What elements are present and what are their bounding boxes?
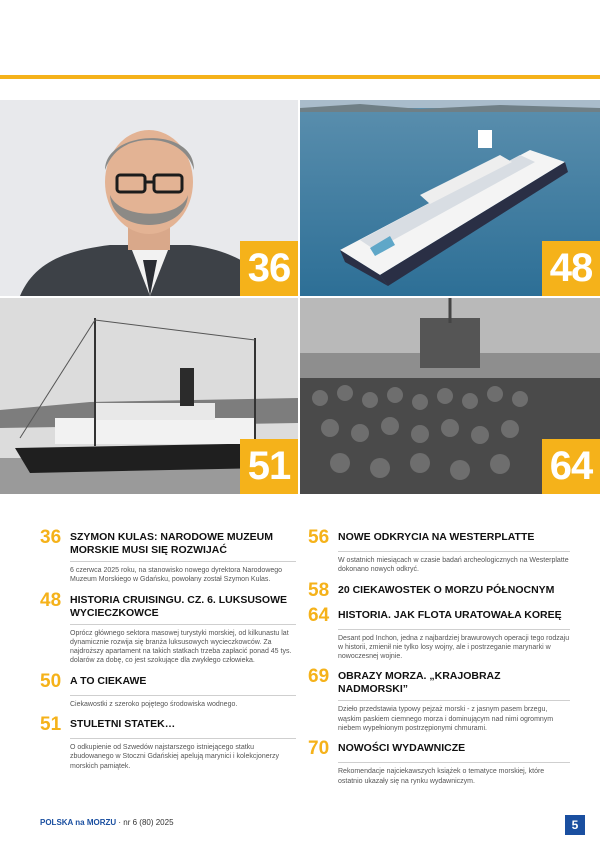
toc-entry[interactable]: [40, 591, 296, 666]
page-badge: 51: [240, 439, 298, 494]
page-number: 5: [565, 815, 585, 835]
toc-description: O odkupienie od Szwedów najstarszego istniejącego statku zbudowanego w Stoczni Gdańskiej apelują marynici i kolekcjonerzy morskich pamiątek.: [70, 744, 279, 770]
old-steamer-photo[interactable]: [0, 298, 298, 494]
magazine-name: POLSKA na MORZU: [40, 818, 117, 827]
toc-page-number: 70: [308, 738, 330, 760]
toc-page-number: 64: [308, 604, 330, 626]
toc-title: HISTORIA. JAK FLOTA URATOWAŁA KOREĘ: [338, 608, 562, 621]
toc-title: OBRAZY MORZA. „KRAJOBRAZ NADMORSKI”: [338, 670, 501, 696]
toc-description: Oprócz głównego sektora masowej turystyki morskiej, od kilkunastu lat dynamicznie rozwija się branża luksusowych wycieczkowców. Za najdroższy apartament na takich statkach trzeba zapłacić ponad 45 tys. dolarów za dobę, co jest szokujące dla zwykłego człowieka.: [70, 629, 292, 665]
toc-description: Ciekawostki z szeroko pojętego środowiska wodnego.: [70, 700, 238, 708]
top-accent-bar: [0, 75, 600, 79]
toc-title: HISTORIA CRUISINGU. CZ. 6. LUKSUSOWE WYCIECZKOWCE: [70, 593, 288, 619]
divider: [338, 762, 570, 763]
divider: [70, 624, 296, 625]
page-badge: 64: [542, 439, 600, 494]
toc-page-number: 56: [308, 527, 330, 548]
toc-entry[interactable]: [40, 672, 296, 709]
toc-entry[interactable]: [40, 528, 296, 585]
toc-left-column: [40, 528, 296, 771]
toc-page-number: 58: [308, 579, 330, 601]
toc-title: SZYMON KULAS: NARODOWE MUZEUM MORSKIE MUSI SIĘ ROZWIJAĆ: [70, 531, 273, 556]
toc-title: A TO CIEKAWE: [70, 674, 147, 687]
toc-description: 6 czerwca 2025 roku, na stanowisko nowego dyrektora Narodowego Muzeum Morskiego w Gdańsku, powołany został Szymon Kulas.: [70, 567, 283, 584]
page-badge: 48: [542, 241, 600, 296]
toc-entry[interactable]: [40, 715, 296, 771]
toc-page-number: 69: [308, 666, 330, 688]
cruise-ship-photo[interactable]: [300, 100, 600, 296]
toc-description: Rekomendacje najciekawszych książek o tematyce morskiej, które ostatnio ukazały się na rynku wydawniczym.: [338, 768, 545, 785]
issue-info: · nr 6 (80) 2025: [116, 818, 174, 827]
toc-title: NOWOŚCI WYDAWNICZE: [338, 742, 466, 755]
toc-title: 20 CIEKAWOSTEK O MORZU PÓŁNOCNYM: [338, 583, 555, 596]
toc-right-column: [308, 528, 570, 786]
toc-page-number: 36: [40, 527, 62, 548]
toc-description: Desant pod Inchon, jedna z najbardziej brawurowych operacji tego rodzaju w historii, zmienił nie tylko losy wojny, ale i postrzeganie marynarki w nowoczesnej wojnie.: [338, 634, 570, 661]
toc-entry[interactable]: [308, 606, 570, 662]
divider: [338, 629, 570, 630]
divider: [70, 561, 296, 562]
divider: [70, 738, 296, 739]
page-badge: 36: [240, 241, 298, 296]
toc-title: STULETNI STATEK…: [70, 718, 176, 731]
toc-description: Dzieło przedstawia typowy pejzaż morski - z jasnym pasem brzegu, wąskim paskiem ciemnego morza i dominującym nad nimi ogromnym niebem wypełnionym postrzępionymi chmurami.: [338, 706, 554, 733]
toc-entry[interactable]: [308, 667, 570, 733]
toc-description: W ostatnich miesiącach w czasie badań archeologicznych na Westerplatte dokonano nowych odkryć.: [338, 557, 569, 574]
divider: [70, 695, 296, 696]
divider: [338, 551, 570, 552]
toc-page-number: 51: [40, 714, 62, 736]
soldiers-photo[interactable]: [300, 298, 600, 494]
toc-entry[interactable]: [308, 739, 570, 786]
toc-entry[interactable]: [308, 581, 570, 600]
toc-page-number: 50: [40, 670, 62, 692]
toc-page-number: 48: [40, 589, 62, 611]
toc-title: NOWE ODKRYCIA NA WESTERPLATTE: [338, 531, 535, 543]
divider: [338, 700, 570, 701]
portrait-photo[interactable]: [0, 100, 298, 296]
toc-entry[interactable]: [308, 528, 570, 575]
footer: [40, 818, 174, 827]
